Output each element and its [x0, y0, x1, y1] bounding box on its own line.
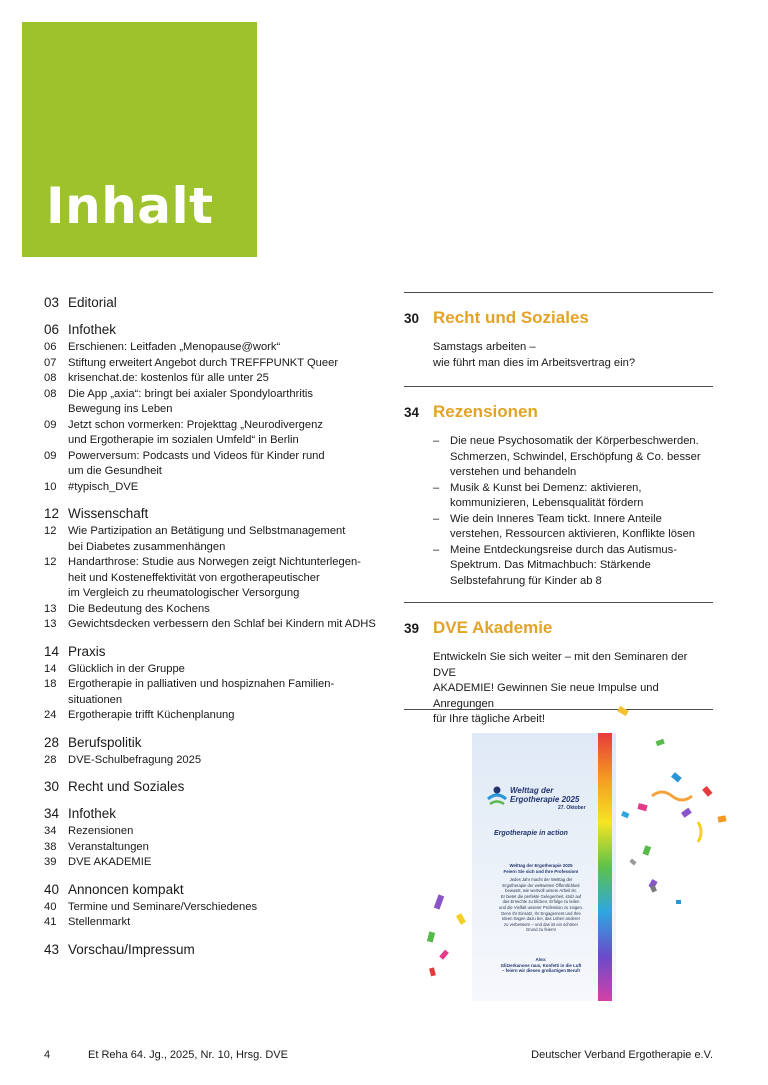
toc-section	[44, 294, 394, 311]
toc-entry-text: DVE-Schulbefragung 2025	[68, 753, 202, 766]
review-item	[433, 543, 713, 590]
toc-section	[44, 734, 394, 769]
dash-bullet: –	[433, 435, 440, 447]
page-number: 4	[44, 1049, 51, 1061]
toc-entry-page: 08	[44, 372, 57, 384]
review-item	[433, 512, 713, 543]
toc-section-heading	[44, 941, 394, 958]
toc-section-title: Infothek	[68, 806, 117, 821]
toc-entry	[44, 449, 394, 480]
toc-entry-page: 08	[44, 387, 57, 400]
review-title: Musik & Kunst bei Demenz: aktivieren, kommunizieren, Lebensqualität fördern	[450, 481, 644, 509]
toc-entry-text: Die App „axia“: bringt bei axialer Spondyloarthritis Bewegung ins Leben	[68, 387, 314, 415]
section-rezensionen	[404, 386, 713, 602]
toc-entry	[44, 855, 394, 871]
toc-page-number: 12	[44, 506, 60, 521]
toc-entry-text: DVE AKADEMIE	[68, 856, 152, 868]
section-dve-akademie	[404, 602, 713, 725]
toc-entry-page: 40	[44, 900, 57, 913]
toc-section-heading	[44, 881, 394, 898]
toc-page-number: 03	[44, 295, 60, 310]
toc-section	[44, 805, 394, 871]
toc-section-heading	[44, 294, 394, 311]
toc-entry	[44, 915, 394, 931]
toc-section	[44, 505, 394, 633]
toc-entry-text: Stellenmarkt	[68, 916, 131, 928]
toc-entry	[44, 662, 394, 678]
toc-entry-text: Handarthrose: Studie aus Norwegen zeigt Nichtunterlegen- heit und Kosteneffektivität von ergotherapeutischer im Vergleich zu rheumatologischer Versorgung	[68, 556, 361, 599]
toc-entry	[44, 617, 394, 633]
toc-section-title: Berufspolitik	[68, 734, 142, 750]
toc-entry	[44, 753, 394, 769]
toc-page-number: 30	[44, 779, 60, 794]
toc-entry	[44, 387, 394, 418]
toc-entry-text: Ergotherapie trifft Küchenplanung	[68, 709, 235, 721]
poster-heading: Welttag der Ergotherapie 2025 Feiern Sie sich und Ihre Profession!	[503, 863, 579, 874]
title-block	[22, 22, 257, 257]
toc-section	[44, 941, 394, 958]
toc-section-heading	[44, 778, 394, 795]
toc-section-heading	[44, 505, 394, 522]
review-title: Die neue Psychosomatik der Körperbeschwerden. Schmerzen, Schwindel, Erschöpfung & Co. besser verstehen und behandeln	[450, 435, 701, 478]
toc-entry-page: 13	[44, 618, 57, 630]
toc-section	[44, 881, 394, 931]
toc-entry-text: Jetzt schon vormerken: Projekttag „Neurodivergenz und Ergotherapie im sozialen Umfeld“ in Berlin	[68, 418, 323, 446]
toc-entry-text: Termine und Seminare/Verschiedenes	[68, 900, 258, 913]
toc-entry	[44, 708, 394, 724]
rainbow-stripe	[598, 733, 612, 1001]
toc-entry	[44, 840, 394, 856]
toc-entry	[44, 356, 394, 372]
toc-entry-text: Ergotherapie in palliativen und hospiznahen Familien- situationen	[68, 678, 335, 706]
toc-entry-text: Glücklich in der Gruppe	[68, 662, 185, 675]
toc-entry-text: krisenchat.de: kostenlos für alle unter 25	[68, 372, 269, 384]
toc-entry	[44, 418, 394, 449]
toc-entry	[44, 340, 394, 356]
toc-entry	[44, 677, 394, 708]
section-title: DVE Akademie	[433, 618, 553, 637]
toc-entry-page: 12	[44, 525, 57, 537]
section-title: Rezensionen	[433, 402, 538, 421]
toc-entry	[44, 480, 394, 496]
toc-section-heading	[44, 734, 394, 751]
review-title: Meine Entdeckungsreise durch das Autismus- Spektrum. Das Mitmachbuch: Stärkende Selbstefahrung für Kinder ab 8	[450, 543, 677, 587]
toc-section-heading	[44, 805, 394, 822]
toc-section-title: Infothek	[68, 322, 117, 337]
table-of-contents	[44, 294, 394, 968]
toc-page-number: 34	[44, 806, 60, 821]
toc-section-title: Praxis	[68, 643, 106, 659]
review-item	[433, 481, 713, 512]
toc-section-heading	[44, 321, 394, 338]
section-page-number: 39	[404, 621, 420, 636]
toc-entry	[44, 555, 394, 602]
toc-entry	[44, 824, 394, 840]
poster-title: Welttag der Ergotherapie 2025	[510, 786, 580, 804]
toc-entry-text: Veranstaltungen	[68, 840, 149, 853]
toc-entry-text: Rezensionen	[68, 825, 134, 837]
poster-date: 27. Oktober	[558, 805, 586, 811]
toc-entry-page: 39	[44, 856, 57, 868]
toc-entry-page: 09	[44, 418, 57, 431]
toc-section	[44, 778, 394, 795]
toc-entry-page: 18	[44, 678, 57, 690]
ergotherapy-logo-icon	[486, 785, 508, 807]
toc-entry-text: Erschienen: Leitfaden „Menopause@work“	[68, 341, 281, 353]
toc-entry-page: 28	[44, 753, 57, 766]
poster-body: Jedes Jahr macht der Welttag der Ergotherapie der weltweiten Öffentlichkeit bewusst, wie wertvoll unsere Arbeit ist. Er bietet die perfekte Gelegenheit, stolz auf das Erreichte zu blicken, Erfolge zu teilen und die Vielfalt unserer Profession zu zeigen. Denn Ihr Einsatz, Ihr Engagement und Ihre Ideen tragen dazu bei, das Leben anderer zu verbessern – und das ist ein schöner Grund zu feiern!	[499, 877, 583, 933]
toc-page-number: 40	[44, 881, 60, 897]
journal-citation: Et Reha 64. Jg., 2025, Nr. 10, Hrsg. DVE	[88, 1049, 288, 1061]
toc-entry	[44, 371, 394, 387]
toc-section-title: Recht und Soziales	[68, 779, 185, 794]
section-title: Recht und Soziales	[433, 308, 589, 327]
toc-entry-page: 41	[44, 916, 57, 928]
toc-entry-page: 12	[44, 556, 57, 568]
toc-section	[44, 321, 394, 495]
toc-entry-page: 24	[44, 709, 57, 721]
toc-entry-page: 13	[44, 602, 57, 615]
toc-section	[44, 643, 394, 724]
review-title: Wie dein Inneres Team tickt. Innere Anteile verstehen, Ressourcen aktivieren, Konflikte lösen	[450, 512, 696, 540]
featured-sections	[404, 292, 713, 725]
toc-section-title: Vorschau/Impressum	[68, 941, 195, 957]
toc-entry	[44, 524, 394, 555]
toc-page-number: 14	[44, 643, 60, 659]
page-title: Inhalt	[46, 177, 214, 235]
toc-page-number: 43	[44, 941, 60, 957]
section-description: Samstags arbeiten – wie führt man dies im Arbeitsvertrag ein?	[433, 341, 636, 369]
toc-section-title: Annoncen kompakt	[68, 881, 184, 897]
toc-entry-text: Die Bedeutung des Kochens	[68, 602, 210, 615]
toc-section-title: Editorial	[68, 295, 117, 310]
toc-entry-page: 14	[44, 662, 57, 675]
toc-section-heading	[44, 643, 394, 660]
dash-bullet: –	[433, 481, 440, 494]
toc-entry-text: Gewichtsdecken verbessern den Schlaf bei Kindern mit ADHS	[68, 618, 376, 630]
publisher-name: Deutscher Verband Ergotherapie e.V.	[531, 1049, 713, 1061]
toc-entry-page: 38	[44, 840, 57, 853]
world-ot-day-poster	[472, 733, 616, 1001]
toc-entry-page: 06	[44, 341, 57, 353]
review-item	[433, 434, 713, 481]
review-list	[433, 434, 713, 589]
toc-entry-text: Wie Partizipation an Betätigung und Selbstmanagement bei Diabetes zusammenhängen	[68, 525, 346, 553]
section-recht-und-soziales	[404, 292, 713, 386]
toc-entry	[44, 900, 394, 916]
toc-entry-text: #typisch_DVE	[68, 480, 139, 493]
toc-entry-page: 09	[44, 449, 57, 462]
toc-entry-page: 07	[44, 356, 57, 369]
poster-tagline: Ergotherapie in action	[494, 830, 568, 837]
section-page-number: 30	[404, 311, 420, 326]
toc-entry	[44, 602, 394, 618]
section-page-number: 34	[404, 405, 420, 420]
toc-entry-page: 10	[44, 480, 57, 493]
toc-entry-page: 34	[44, 825, 57, 837]
toc-page-number: 06	[44, 322, 60, 337]
toc-entry-text: Stiftung erweitert Angebot durch TREFFPUNKT Queer	[68, 356, 339, 369]
toc-entry-text: Powerversum: Podcasts und Videos für Kinder rund um die Gesundheit	[68, 449, 325, 477]
dash-bullet: –	[433, 512, 440, 525]
poster-footer: Also: Glitzerkanone raus, Konfetti in die Luft – feiern wir diesen großartigen Beruf!	[500, 957, 582, 973]
toc-section-title: Wissenschaft	[68, 506, 149, 521]
section-description: Entwickeln Sie sich weiter – mit den Seminaren der DVE AKADEMIE! Gewinnen Sie neue Impulse und Anregungen für Ihre tägliche Arbeit!	[433, 651, 688, 725]
toc-page-number: 28	[44, 734, 60, 750]
dash-bullet: –	[433, 543, 440, 556]
